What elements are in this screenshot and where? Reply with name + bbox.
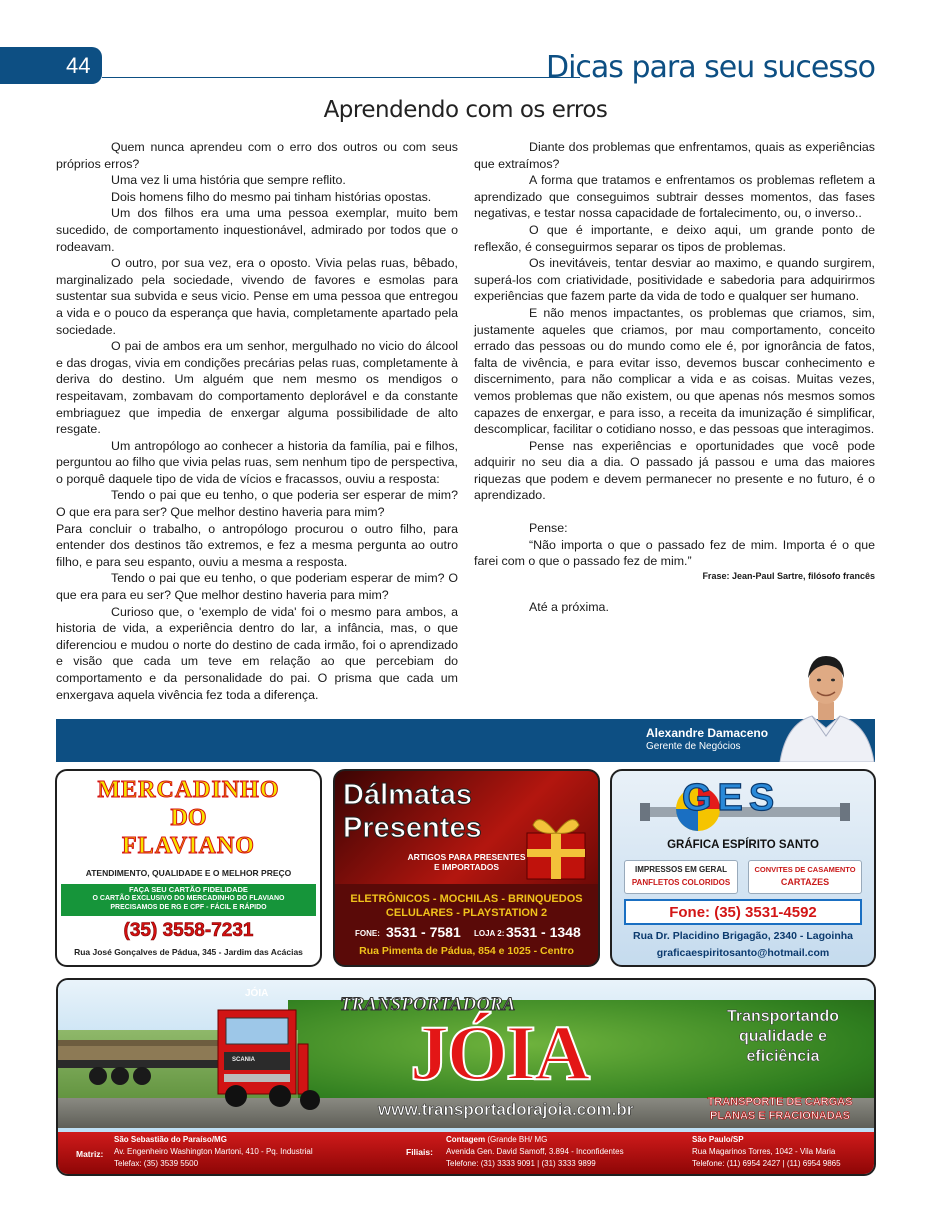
mercadinho-title: MERCADINHO [97,777,280,803]
truck-maker-label: SCANIA [232,1057,256,1063]
closing: Até a próxima. [529,599,609,614]
joia-url[interactable]: www.transportadorajoia.com.br [378,1100,634,1119]
ges-name: GRÁFICA ESPÍRITO SANTO [667,839,819,851]
section-title: Dicas para seu sucesso [545,50,875,85]
joia-matriz-label: Matriz: [76,1149,104,1159]
quote-source: Frase: Jean-Paul Sartre, filósofo francês [702,570,875,581]
article-right-column [474,139,875,615]
paragraph: O outro, por sua vez, era o oposto. Vivia pelas ruas, bêbado, marginalizado pela sociedade, vivendo de favores e esmolas para sustentar sua subvida e seus vicio. Pense em uma pessoa que entregou a vida e o pouco da esperança que havia, completamente apartado pela sociedade. [56,256,458,337]
page-number: 44 [0,47,102,84]
mercadinho-card-line: FAÇA SEU CARTÃO FIDELIDADE [129,885,248,894]
dalmatas-loja: 3531 - 1348 [506,924,581,940]
joia-service: TRANSPORTE DE CARGAS [707,1096,853,1108]
joia-filial-city [446,1135,547,1144]
ad-mercadinho-flaviano[interactable] [55,769,322,967]
mercadinho-address: Rua José Gonçalves de Pádua, 345 - Jardim das Acácias [74,947,303,957]
joia-footer [58,1132,874,1174]
ges-service: IMPRESSOS EM GERAL [634,865,727,874]
paragraph: Tendo o pai que eu tenho, o que poderiam esperar de mim? O que era para eu ser? Que melhor destino haveria para mim? [56,571,458,603]
paragraph: Dois homens filho do mesmo pai tinham histórias opostas. [111,189,432,204]
mercadinho-card-line: PRECISAMOS DE RG E CPF - FÁCIL E RÁPIDO [110,904,267,911]
paragraph: Tendo o pai que eu tenho, o que poderia ser esperar de mim? O que era para ser? Que melhor destino haveria para mim? [56,488,458,520]
ges-service-box [748,860,862,894]
joia-filial-tel: Telefone: (11) 6954 2427 | (11) 6954 9865 [692,1159,841,1168]
author-photo [778,650,875,762]
dalmatas-products: ELETRÔNICOS - MOCHILAS - BRINQUEDOS [350,893,583,905]
joia-brand: JÓIA [410,1009,589,1096]
joia-matriz-address: Av. Engenheiro Washington Martoni, 410 - Pq. Industrial [114,1147,313,1156]
joia-filiais-label: Filiais: [406,1147,433,1157]
paragraph: E não menos impactantes, os problemas que criamos, sim, justamente aqueles que criamos, por mau comportamento, conceito errado das pessoas ou do mundo como ele é, por ignorância de fatos, falta de vivência, e para evitar isso, devemos buscar conhecimento e discernimento, para não complicar a vida e as coisas. Muitas vezes, vemos problemas que não existem, ou que apenas nós mesmos somos capazes de enxergar, e para isso, a receita da imunização é simplificar, descomplicar, facilitar o cotidiano nosso, e das pessoas que interagimos. [474,305,875,437]
ges-service: PANFLETOS COLORIDOS [631,878,731,887]
mercadinho-title: DO [170,805,207,831]
dalmatas-products: CELULARES - PLAYSTATION 2 [385,907,548,919]
paragraph: Diante dos problemas que enfrentamos, quais as experiências que extraímos? [474,140,875,171]
joia-slogan: Transportando [726,1008,839,1025]
dalmatas-subtitle: ARTIGOS PARA PRESENTES [407,852,526,862]
dalmatas-title: Dálmatas [343,779,472,811]
joia-service: PLANAS E FRACIONADAS [710,1110,850,1122]
dalmatas-fone-label: FONE: [355,929,380,938]
paragraph: Um dos filhos era uma uma pessoa exemplar, muito bem sucedido, de comportamento inquestionável, admirado por todos que o rodeavam. [56,206,458,254]
paragraph: Os inevitáveis, tentar desviar ao maximo, e quando surgirem, superá-los com criatividade, positividade e sabedoria para adquirirmos experiências que fazem parte da vida de todo e qualquer ser humano. [474,256,875,304]
ad-dalmatas-presentes[interactable] [333,769,600,967]
truck-cab-label: JÓIA [245,988,269,999]
joia-filial-city: São Paulo/SP [692,1135,744,1144]
paragraph: Curioso que, o 'exemplo de vida' foi o mesmo para ambos, a historia de vida, a experiência dentro do lar, a infância, mas, o que diferenciou e mudou o norte do destino de cada irmão, foi o aprendizado e visão que cada um teve em relação ao que percebiam do comportamento e da personalidade do pai. O prisma que cada um enxergava aquela vivência fez toda a diferença. [56,604,458,702]
think-label: Pense: [529,521,568,536]
ges-service-box [624,860,738,894]
ad-grafica-espirito-santo[interactable] [610,769,876,967]
joia-filial-city-extra: (Grande BH/ MG [485,1135,548,1144]
dalmatas-title: Presentes [343,812,482,844]
ges-service: CONVITES DE CASAMENTO [754,865,856,874]
ges-logo-text: GES [682,777,781,819]
ges-email[interactable]: graficaespiritosanto@hotmail.com [656,947,830,959]
paragraph: Quem nunca aprendeu com o erro dos outros ou com seus próprios erros? [56,140,458,171]
paragraph: O pai de ambos era um senhor, mergulhado no vicio do álcool e das drogas, vivia em condições precárias pelas ruas, completamente à deriva do destino. Um alguém que nem mesmo os mendigos o respeitavam, zombavam do comportamento deplorável e da constante embriaguez que impedia de enxergar alguma possibilidade de alto resgate. [56,339,458,437]
joia-filial-tel: Telefone: (31) 3333 9091 | (31) 3333 9899 [446,1159,596,1168]
joia-slogan: eficiência [746,1048,820,1065]
author-role: Gerente de Negócios [646,741,741,752]
header-rule [102,77,580,78]
joia-filial-address: Avenida Gen. David Samoff, 3.894 - Inconfidentes [446,1147,624,1156]
mercadinho-card-line: O CARTÃO EXCLUSIVO DO MERCADINHO DO FLAVIANO [92,895,285,902]
joia-slogan: qualidade e [738,1028,828,1045]
joia-matriz-tel: Telefax: (35) 3539 5500 [114,1159,199,1168]
ges-phone-box [624,899,862,925]
article-title: Aprendendo com os erros [323,97,608,123]
quote: “Não importa o que o passado fez de mim. Importa é o que farei com o que o passado fez de mim.” [474,537,875,569]
ges-address: Rua Dr. Placidino Brigagão, 2340 - Lagoinha [633,930,853,942]
paragraph: Pense nas experiências e oportunidades que você pode adquirir no seu dia a dia. O passado já passou e uma das maiores riquezas que podem e devem permanecer no presente e no futuro, é o aprendizado. [474,438,875,503]
author-name: Alexandre Damaceno [646,726,769,740]
mercadinho-title: FLAVIANO [122,833,255,859]
joia-filial-city-name: Contagem [446,1135,486,1144]
paragraph: Uma vez li uma história que sempre reflito. [111,173,346,188]
dalmatas-subtitle: E IMPORTADOS [433,862,499,872]
ges-service: CARTAZES [780,877,830,887]
joia-pre: TRANSPORTADORA [340,994,516,1015]
paragraph: O que é importante, e deixo aqui, um grande ponto de reflexão, é conseguirmos separar os tipos de problemas. [474,222,875,254]
dalmatas-fone: 3531 - 7581 [386,924,461,940]
ad-transportadora-joia[interactable] [56,978,876,1176]
joia-filial-address: Rua Magarinos Torres, 1042 - Vila Maria [692,1147,836,1156]
paragraph: Um antropólogo ao conhecer a historia da família, pai e filhos, perguntou ao filho que vivia pelas ruas, sem nenhum tipo de perspectiva, o porquê daquele tipo de vida de vícios e fracassos, ouviu a resposta: [56,438,458,486]
dalmatas-address: Rua Pimenta de Pádua, 854 e 1025 - Centro [359,945,574,957]
dalmatas-loja-label: LOJA 2: [474,929,505,938]
mercadinho-phone: (35) 3558-7231 [123,920,254,941]
joia-matriz-city: São Sebastião do Paraíso/MG [114,1135,227,1144]
mercadinho-card-banner [61,884,316,916]
ges-phone: Fone: (35) 3531-4592 [669,904,817,921]
article-left-column [56,139,458,703]
truck-icon [58,984,328,1134]
paragraph: Para concluir o trabalho, o antropólogo procurou o outro filho, para entender dos destinos tão extremos, e fez a mesma pergunta ao outro filho, e para seu espanto, ouviu a mesma a resposta. [56,521,458,569]
paragraph: A forma que tratamos e enfrentamos os problemas refletem a aprendizado que conseguimos subtrair desses momentos, das fases negativas, e testar nossa capacidade de fortalecimento, ou, o inverso.. [474,173,875,221]
mercadinho-tagline: ATENDIMENTO, QUALIDADE E O MELHOR PREÇO [85,868,292,878]
